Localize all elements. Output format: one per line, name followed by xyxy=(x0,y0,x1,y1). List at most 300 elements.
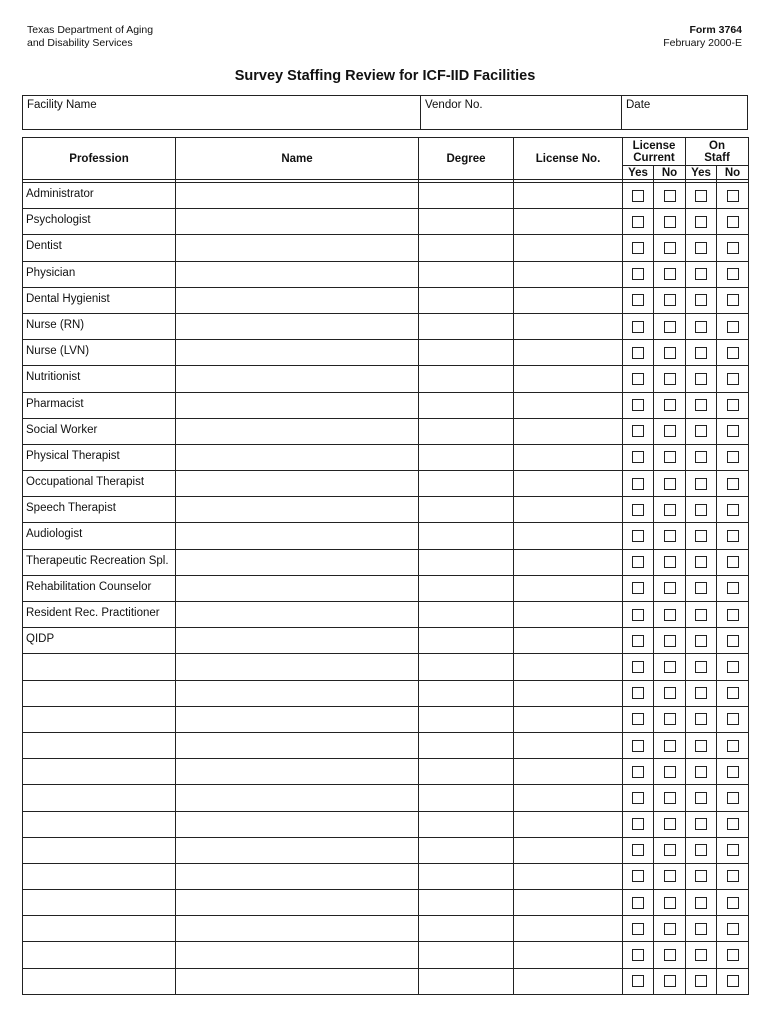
degree-cell[interactable] xyxy=(419,209,514,235)
table-row xyxy=(23,890,749,916)
license-current-yes-checkbox[interactable] xyxy=(632,399,644,411)
license-current-no-checkbox[interactable] xyxy=(664,504,676,516)
license-no-cell[interactable] xyxy=(514,863,623,889)
on-staff-yes-checkbox[interactable] xyxy=(695,242,707,254)
degree-cell[interactable] xyxy=(419,261,514,287)
staffing-rows xyxy=(23,180,749,995)
license-current-yes-checkbox-cell xyxy=(623,759,654,785)
vendor-no-field[interactable] xyxy=(421,96,622,129)
license-current-yes-checkbox[interactable] xyxy=(632,216,644,228)
on-staff-yes-checkbox[interactable] xyxy=(695,504,707,516)
on-staff-yes-checkbox[interactable] xyxy=(695,294,707,306)
on-staff-no-checkbox[interactable] xyxy=(727,661,739,673)
degree-cell[interactable] xyxy=(419,575,514,601)
on-staff-yes-checkbox-cell xyxy=(686,654,717,680)
name-cell[interactable] xyxy=(176,654,419,680)
on-staff-no-checkbox[interactable] xyxy=(727,818,739,830)
name-cell[interactable] xyxy=(176,392,419,418)
on-staff-yes-checkbox[interactable] xyxy=(695,740,707,752)
table-row xyxy=(23,471,749,497)
license-current-yes-checkbox-cell xyxy=(623,811,654,837)
degree-cell[interactable] xyxy=(419,968,514,994)
license-current-no-checkbox[interactable] xyxy=(664,923,676,935)
license-current-yes-checkbox-cell xyxy=(623,471,654,497)
on-staff-yes-checkbox[interactable] xyxy=(695,897,707,909)
on-staff-no-checkbox[interactable] xyxy=(727,635,739,647)
table-row xyxy=(23,444,749,470)
license-current-no-checkbox-cell xyxy=(654,968,686,994)
name-cell[interactable] xyxy=(176,497,419,523)
on-staff-no-checkbox[interactable] xyxy=(727,504,739,516)
on-staff-no-checkbox-cell xyxy=(717,183,749,209)
license-current-no-checkbox[interactable] xyxy=(664,242,676,254)
on-staff-yes-checkbox-cell xyxy=(686,890,717,916)
license-current-no-checkbox-cell xyxy=(654,837,686,863)
degree-cell[interactable] xyxy=(419,444,514,470)
license-current-yes-checkbox[interactable] xyxy=(632,740,644,752)
degree-cell[interactable] xyxy=(419,680,514,706)
on-staff-yes-checkbox[interactable] xyxy=(695,478,707,490)
degree-cell[interactable] xyxy=(419,392,514,418)
name-cell[interactable] xyxy=(176,471,419,497)
license-current-no-checkbox[interactable] xyxy=(664,399,676,411)
agency-line-1: Texas Department of Aging xyxy=(27,24,154,36)
degree-cell[interactable] xyxy=(419,785,514,811)
profession-cell: Administrator xyxy=(23,183,176,209)
on-staff-yes-checkbox-cell xyxy=(686,628,717,654)
license-current-yes-checkbox-cell xyxy=(623,340,654,366)
degree-cell[interactable] xyxy=(419,863,514,889)
name-cell[interactable] xyxy=(176,575,419,601)
license-no-cell[interactable] xyxy=(514,261,623,287)
license-current-no-checkbox[interactable] xyxy=(664,294,676,306)
on-staff-yes-checkbox-cell xyxy=(686,837,717,863)
license-current-no-checkbox[interactable] xyxy=(664,582,676,594)
on-staff-no-checkbox[interactable] xyxy=(727,870,739,882)
name-cell[interactable] xyxy=(176,863,419,889)
license-current-yes-checkbox[interactable] xyxy=(632,635,644,647)
name-cell[interactable] xyxy=(176,366,419,392)
profession-cell: Nutritionist xyxy=(23,366,176,392)
license-no-cell[interactable] xyxy=(514,235,623,261)
license-current-no-checkbox[interactable] xyxy=(664,897,676,909)
license-no-cell[interactable] xyxy=(514,759,623,785)
on-staff-no-checkbox[interactable] xyxy=(727,268,739,280)
license-current-yes-checkbox[interactable] xyxy=(632,347,644,359)
license-current-yes-checkbox[interactable] xyxy=(632,713,644,725)
table-row xyxy=(23,497,749,523)
license-current-yes-checkbox[interactable] xyxy=(632,478,644,490)
name-cell[interactable] xyxy=(176,811,419,837)
date-field[interactable] xyxy=(622,96,747,129)
license-no-cell[interactable] xyxy=(514,209,623,235)
license-current-yes-checkbox-cell xyxy=(623,523,654,549)
on-staff-no-checkbox[interactable] xyxy=(727,556,739,568)
license-no-cell[interactable] xyxy=(514,942,623,968)
on-staff-no-checkbox[interactable] xyxy=(727,792,739,804)
license-current-no-checkbox-cell xyxy=(654,183,686,209)
on-staff-yes-checkbox[interactable] xyxy=(695,425,707,437)
on-staff-no-checkbox[interactable] xyxy=(727,897,739,909)
on-staff-no-checkbox-cell xyxy=(717,366,749,392)
license-current-no-checkbox-cell xyxy=(654,732,686,758)
on-staff-no-checkbox-cell xyxy=(717,942,749,968)
table-row xyxy=(23,183,749,209)
license-current-yes-checkbox-cell xyxy=(623,837,654,863)
on-staff-yes-checkbox[interactable] xyxy=(695,451,707,463)
license-current-no-checkbox[interactable] xyxy=(664,556,676,568)
on-staff-no-checkbox-cell xyxy=(717,759,749,785)
name-cell[interactable] xyxy=(176,183,419,209)
on-staff-no-checkbox[interactable] xyxy=(727,294,739,306)
license-current-no-checkbox[interactable] xyxy=(664,425,676,437)
name-cell[interactable] xyxy=(176,235,419,261)
on-staff-yes-checkbox-cell xyxy=(686,680,717,706)
on-staff-no-checkbox[interactable] xyxy=(727,242,739,254)
on-staff-no-checkbox[interactable] xyxy=(727,425,739,437)
on-staff-no-checkbox[interactable] xyxy=(727,766,739,778)
license-current-no-checkbox-cell xyxy=(654,575,686,601)
license-no-cell[interactable] xyxy=(514,890,623,916)
on-staff-no-checkbox-cell xyxy=(717,863,749,889)
degree-cell[interactable] xyxy=(419,183,514,209)
license-current-yes-checkbox[interactable] xyxy=(632,268,644,280)
license-no-cell[interactable] xyxy=(514,628,623,654)
license-current-no-checkbox[interactable] xyxy=(664,530,676,542)
license-current-yes-checkbox[interactable] xyxy=(632,373,644,385)
license-current-yes-checkbox[interactable] xyxy=(632,530,644,542)
on-staff-yes-checkbox[interactable] xyxy=(695,216,707,228)
on-staff-line2: Staff xyxy=(704,151,730,164)
name-cell[interactable] xyxy=(176,680,419,706)
profession-cell xyxy=(23,916,176,942)
degree-cell[interactable] xyxy=(419,732,514,758)
on-staff-no-checkbox-cell xyxy=(717,261,749,287)
license-current-yes-checkbox[interactable] xyxy=(632,818,644,830)
license-no-cell[interactable] xyxy=(514,785,623,811)
on-staff-no-checkbox[interactable] xyxy=(727,530,739,542)
license-current-no-checkbox-cell xyxy=(654,444,686,470)
license-current-no-checkbox[interactable] xyxy=(664,373,676,385)
name-cell[interactable] xyxy=(176,628,419,654)
on-staff-no-checkbox-cell xyxy=(717,654,749,680)
license-current-yes-checkbox[interactable] xyxy=(632,242,644,254)
on-staff-no-checkbox[interactable] xyxy=(727,923,739,935)
name-cell[interactable] xyxy=(176,890,419,916)
on-staff-yes-checkbox[interactable] xyxy=(695,635,707,647)
name-cell[interactable] xyxy=(176,261,419,287)
degree-cell[interactable] xyxy=(419,523,514,549)
on-staff-no-checkbox-cell xyxy=(717,235,749,261)
name-cell[interactable] xyxy=(176,916,419,942)
name-cell[interactable] xyxy=(176,706,419,732)
on-staff-yes-checkbox[interactable] xyxy=(695,975,707,987)
degree-cell[interactable] xyxy=(419,602,514,628)
name-cell[interactable] xyxy=(176,837,419,863)
degree-cell[interactable] xyxy=(419,418,514,444)
profession-cell: Psychologist xyxy=(23,209,176,235)
license-current-yes-checkbox[interactable] xyxy=(632,870,644,882)
license-current-no-checkbox[interactable] xyxy=(664,451,676,463)
table-row xyxy=(23,209,749,235)
license-current-yes-checkbox[interactable] xyxy=(632,582,644,594)
on-staff-no-checkbox[interactable] xyxy=(727,399,739,411)
on-staff-yes-checkbox[interactable] xyxy=(695,923,707,935)
license-no-cell[interactable] xyxy=(514,654,623,680)
on-staff-no-checkbox[interactable] xyxy=(727,844,739,856)
on-staff-yes-checkbox-cell xyxy=(686,392,717,418)
degree-cell[interactable] xyxy=(419,837,514,863)
on-staff-yes-checkbox-cell xyxy=(686,313,717,339)
license-current-yes-checkbox[interactable] xyxy=(632,451,644,463)
table-row xyxy=(23,759,749,785)
license-no-cell[interactable] xyxy=(514,837,623,863)
license-current-no-checkbox[interactable] xyxy=(664,609,676,621)
table-row xyxy=(23,392,749,418)
name-cell[interactable] xyxy=(176,785,419,811)
table-row xyxy=(23,418,749,444)
degree-cell[interactable] xyxy=(419,916,514,942)
license-current-yes-checkbox[interactable] xyxy=(632,923,644,935)
on-staff-yes-checkbox[interactable] xyxy=(695,321,707,333)
degree-cell[interactable] xyxy=(419,287,514,313)
license-current-no-checkbox[interactable] xyxy=(664,740,676,752)
on-staff-yes-checkbox[interactable] xyxy=(695,792,707,804)
table-row xyxy=(23,235,749,261)
on-staff-yes-checkbox[interactable] xyxy=(695,190,707,202)
license-no-cell[interactable] xyxy=(514,968,623,994)
degree-cell[interactable] xyxy=(419,654,514,680)
license-no-cell[interactable] xyxy=(514,366,623,392)
on-staff-no-checkbox[interactable] xyxy=(727,713,739,725)
license-current-no: No xyxy=(654,166,686,180)
degree-cell[interactable] xyxy=(419,235,514,261)
name-cell[interactable] xyxy=(176,759,419,785)
license-current-no-checkbox[interactable] xyxy=(664,818,676,830)
on-staff-yes-checkbox[interactable] xyxy=(695,818,707,830)
page-title: Survey Staffing Review for ICF-IID Facilities xyxy=(234,68,536,84)
license-no-cell[interactable] xyxy=(514,471,623,497)
on-staff-yes-checkbox-cell xyxy=(686,549,717,575)
on-staff-yes-checkbox[interactable] xyxy=(695,766,707,778)
license-no-cell[interactable] xyxy=(514,549,623,575)
license-no-cell[interactable] xyxy=(514,287,623,313)
staffing-table xyxy=(22,137,749,995)
license-current-no-checkbox[interactable] xyxy=(664,687,676,699)
on-staff-no-checkbox[interactable] xyxy=(727,582,739,594)
on-staff-no-checkbox[interactable] xyxy=(727,190,739,202)
on-staff-yes-checkbox-cell xyxy=(686,759,717,785)
license-current-no-checkbox[interactable] xyxy=(664,321,676,333)
name-cell[interactable] xyxy=(176,523,419,549)
on-staff-no-checkbox-cell xyxy=(717,313,749,339)
on-staff-no-checkbox-cell xyxy=(717,392,749,418)
license-no-cell[interactable] xyxy=(514,680,623,706)
license-no-cell[interactable] xyxy=(514,183,623,209)
license-current-no-checkbox[interactable] xyxy=(664,268,676,280)
license-current-yes-checkbox[interactable] xyxy=(632,504,644,516)
license-current-yes-checkbox[interactable] xyxy=(632,294,644,306)
on-staff-yes-checkbox[interactable] xyxy=(695,347,707,359)
license-current-yes-checkbox[interactable] xyxy=(632,949,644,961)
license-current-yes-checkbox[interactable] xyxy=(632,897,644,909)
table-row xyxy=(23,837,749,863)
on-staff-no-checkbox[interactable] xyxy=(727,949,739,961)
profession-cell: Social Worker xyxy=(23,418,176,444)
license-current-yes-checkbox-cell xyxy=(623,575,654,601)
form-date: February 2000-E xyxy=(663,37,742,49)
license-current-yes-checkbox-cell xyxy=(623,235,654,261)
name-cell[interactable] xyxy=(176,209,419,235)
license-current-no-checkbox[interactable] xyxy=(664,635,676,647)
license-current-no-checkbox[interactable] xyxy=(664,216,676,228)
name-cell[interactable] xyxy=(176,444,419,470)
license-current-no-checkbox[interactable] xyxy=(664,975,676,987)
on-staff-yes-checkbox-cell xyxy=(686,287,717,313)
license-no-cell[interactable] xyxy=(514,523,623,549)
license-current-no-checkbox-cell xyxy=(654,287,686,313)
license-current-yes-checkbox[interactable] xyxy=(632,609,644,621)
on-staff-yes-checkbox[interactable] xyxy=(695,268,707,280)
license-current-no-checkbox[interactable] xyxy=(664,713,676,725)
license-current-yes-checkbox-cell xyxy=(623,968,654,994)
degree-cell[interactable] xyxy=(419,759,514,785)
license-no-cell[interactable] xyxy=(514,575,623,601)
on-staff-yes-checkbox[interactable] xyxy=(695,373,707,385)
on-staff-no-checkbox-cell xyxy=(717,628,749,654)
degree-cell[interactable] xyxy=(419,890,514,916)
on-staff-no-checkbox[interactable] xyxy=(727,373,739,385)
on-staff-no-checkbox[interactable] xyxy=(727,740,739,752)
license-no-cell[interactable] xyxy=(514,340,623,366)
degree-cell[interactable] xyxy=(419,706,514,732)
degree-cell[interactable] xyxy=(419,811,514,837)
license-current-yes-checkbox[interactable] xyxy=(632,661,644,673)
on-staff-no-checkbox[interactable] xyxy=(727,478,739,490)
on-staff-yes-checkbox[interactable] xyxy=(695,870,707,882)
license-current-yes-checkbox[interactable] xyxy=(632,792,644,804)
license-no-cell[interactable] xyxy=(514,602,623,628)
license-current-no-checkbox[interactable] xyxy=(664,844,676,856)
degree-cell[interactable] xyxy=(419,471,514,497)
on-staff-yes-checkbox[interactable] xyxy=(695,844,707,856)
on-staff-no-checkbox[interactable] xyxy=(727,216,739,228)
name-cell[interactable] xyxy=(176,549,419,575)
profession-cell: Physician xyxy=(23,261,176,287)
license-no-cell[interactable] xyxy=(514,392,623,418)
on-staff-yes-checkbox[interactable] xyxy=(695,556,707,568)
on-staff-no-checkbox-cell xyxy=(717,471,749,497)
on-staff-no-checkbox-cell xyxy=(717,497,749,523)
license-current-no-checkbox[interactable] xyxy=(664,347,676,359)
license-current-yes-checkbox-cell xyxy=(623,706,654,732)
license-current-no-checkbox[interactable] xyxy=(664,949,676,961)
license-current-no-checkbox-cell xyxy=(654,340,686,366)
on-staff-yes-checkbox-cell xyxy=(686,575,717,601)
table-row xyxy=(23,732,749,758)
on-staff-yes-checkbox[interactable] xyxy=(695,399,707,411)
license-no-cell[interactable] xyxy=(514,732,623,758)
on-staff-yes: Yes xyxy=(686,166,717,180)
name-cell[interactable] xyxy=(176,313,419,339)
license-current-no-checkbox[interactable] xyxy=(664,190,676,202)
on-staff-yes-checkbox[interactable] xyxy=(695,949,707,961)
on-staff-yes-checkbox[interactable] xyxy=(695,713,707,725)
license-no-cell[interactable] xyxy=(514,418,623,444)
license-current-no-checkbox[interactable] xyxy=(664,870,676,882)
on-staff-no-checkbox[interactable] xyxy=(727,321,739,333)
license-current-yes-checkbox-cell xyxy=(623,313,654,339)
on-staff-no-checkbox[interactable] xyxy=(727,609,739,621)
license-no-cell[interactable] xyxy=(514,811,623,837)
license-current-no-checkbox[interactable] xyxy=(664,766,676,778)
name-cell[interactable] xyxy=(176,942,419,968)
license-current-yes-checkbox[interactable] xyxy=(632,321,644,333)
license-current-yes-checkbox[interactable] xyxy=(632,190,644,202)
degree-cell[interactable] xyxy=(419,366,514,392)
license-current-yes-checkbox[interactable] xyxy=(632,844,644,856)
license-current-yes-checkbox[interactable] xyxy=(632,975,644,987)
license-no-cell[interactable] xyxy=(514,313,623,339)
facility-name-field[interactable] xyxy=(23,96,421,129)
license-current-yes-checkbox[interactable] xyxy=(632,425,644,437)
license-current-no-checkbox[interactable] xyxy=(664,478,676,490)
profession-cell: Audiologist xyxy=(23,523,176,549)
degree-cell[interactable] xyxy=(419,628,514,654)
on-staff-yes-checkbox[interactable] xyxy=(695,530,707,542)
degree-cell[interactable] xyxy=(419,313,514,339)
on-staff-yes-checkbox[interactable] xyxy=(695,609,707,621)
license-current-yes-checkbox[interactable] xyxy=(632,556,644,568)
license-current-no-checkbox-cell xyxy=(654,811,686,837)
on-staff-yes-checkbox[interactable] xyxy=(695,687,707,699)
license-no-cell[interactable] xyxy=(514,706,623,732)
degree-cell[interactable] xyxy=(419,549,514,575)
col-degree: Degree xyxy=(419,138,514,180)
license-no-cell[interactable] xyxy=(514,497,623,523)
name-cell[interactable] xyxy=(176,602,419,628)
license-no-cell[interactable] xyxy=(514,444,623,470)
on-staff-yes-checkbox[interactable] xyxy=(695,582,707,594)
name-cell[interactable] xyxy=(176,340,419,366)
on-staff-no-checkbox[interactable] xyxy=(727,687,739,699)
on-staff-no-checkbox[interactable] xyxy=(727,975,739,987)
on-staff-yes-checkbox-cell xyxy=(686,785,717,811)
profession-cell: Rehabilitation Counselor xyxy=(23,575,176,601)
license-no-cell[interactable] xyxy=(514,916,623,942)
name-cell[interactable] xyxy=(176,732,419,758)
license-current-no-checkbox[interactable] xyxy=(664,661,676,673)
license-current-yes-checkbox[interactable] xyxy=(632,766,644,778)
col-name: Name xyxy=(176,138,419,180)
license-current-yes-checkbox[interactable] xyxy=(632,687,644,699)
degree-cell[interactable] xyxy=(419,340,514,366)
on-staff-no-checkbox[interactable] xyxy=(727,451,739,463)
name-cell[interactable] xyxy=(176,287,419,313)
name-cell[interactable] xyxy=(176,968,419,994)
license-current-no-checkbox[interactable] xyxy=(664,792,676,804)
on-staff-no-checkbox[interactable] xyxy=(727,347,739,359)
name-cell[interactable] xyxy=(176,418,419,444)
table-row xyxy=(23,628,749,654)
license-current-yes-checkbox-cell xyxy=(623,287,654,313)
license-current-yes-checkbox-cell xyxy=(623,680,654,706)
license-current-no-checkbox-cell xyxy=(654,785,686,811)
license-current-yes-checkbox-cell xyxy=(623,602,654,628)
degree-cell[interactable] xyxy=(419,942,514,968)
on-staff-yes-checkbox[interactable] xyxy=(695,661,707,673)
degree-cell[interactable] xyxy=(419,497,514,523)
